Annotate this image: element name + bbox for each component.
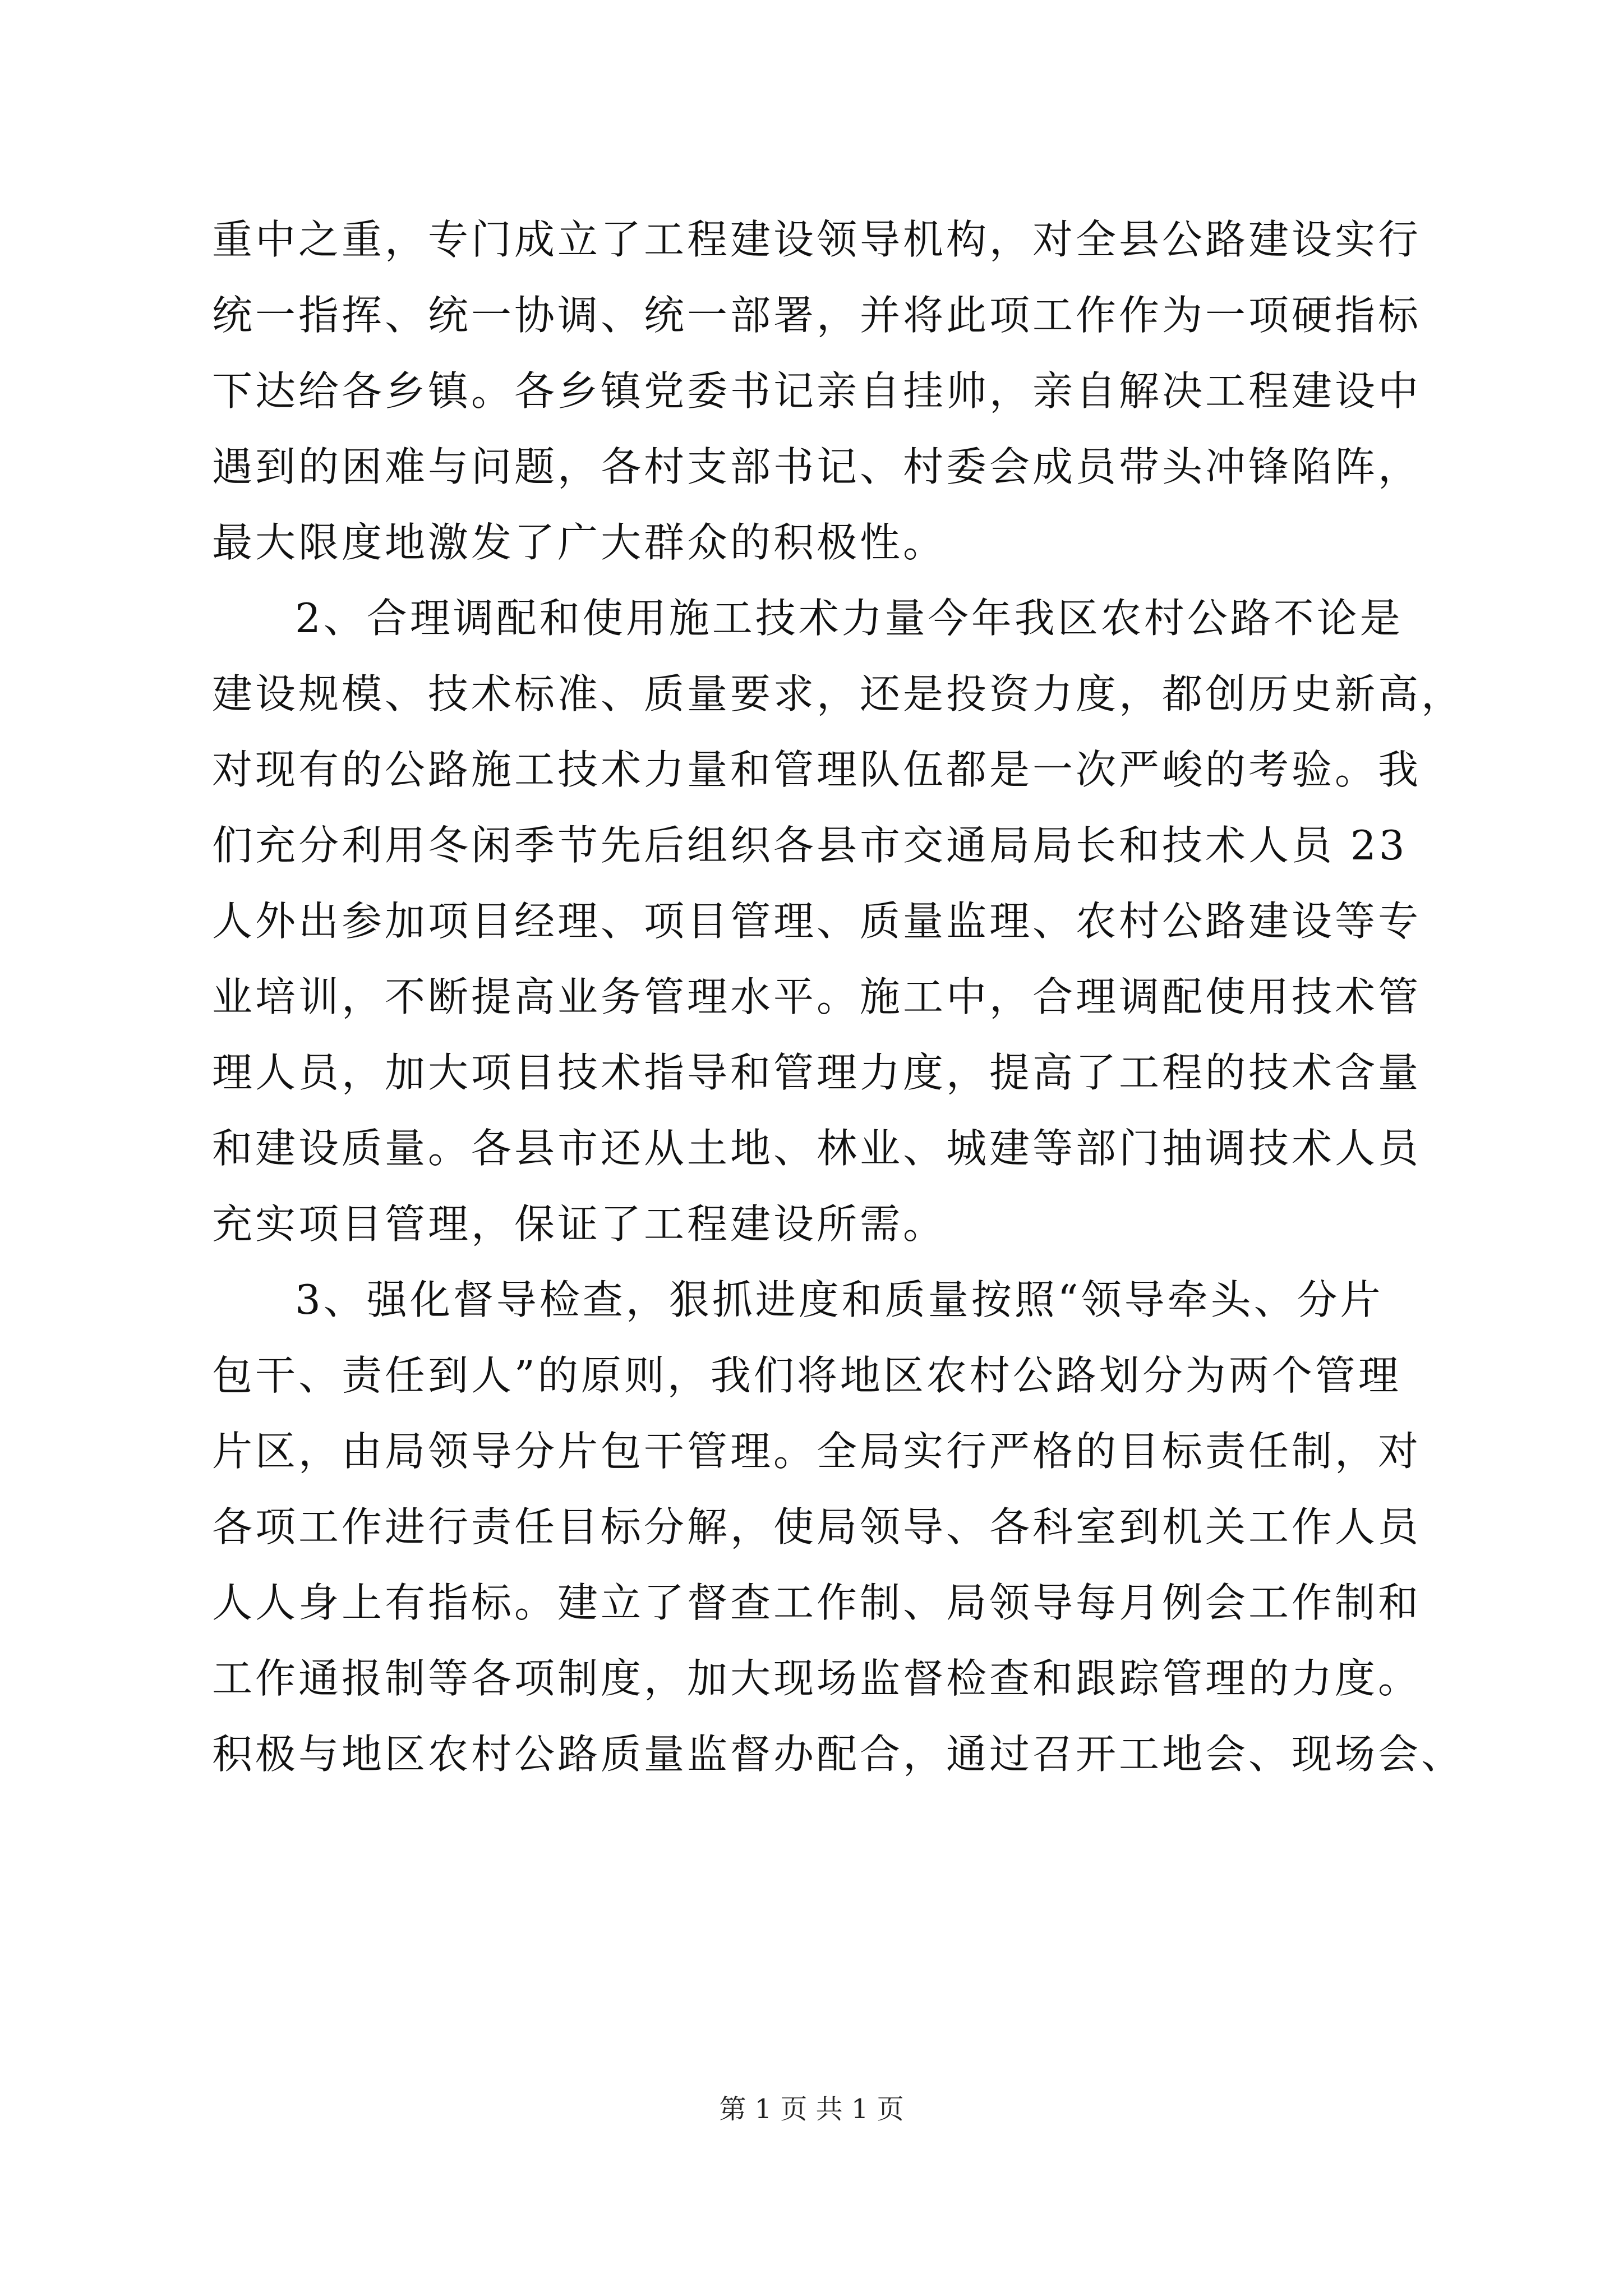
text-line: 们充分利用冬闲季节先后组织各县市交通局局长和技术人员 23 <box>212 822 1408 869</box>
text-line: 片区，由局领导分片包干管理。全局实行严格的目标责任制，对 <box>212 1428 1422 1475</box>
text-line: 和建设质量。各县市还从土地、林业、城建等部门抽调技术人员 <box>212 1125 1422 1172</box>
text-line: 最大限度地激发了广大群众的积极性。 <box>212 519 947 566</box>
text-line: 下达给各乡镇。各乡镇党委书记亲自挂帅，亲自解决工程建设中 <box>212 367 1422 415</box>
paragraph-start-line: 2、合理调配和使用施工技术力量今年我区农村公路不论是 <box>295 595 1403 642</box>
page-footer <box>0 2092 1623 2126</box>
text-line: 工作通报制等各项制度，加大现场监督检查和跟踪管理的力度。 <box>212 1655 1422 1702</box>
text-line: 人人身上有指标。建立了督查工作制、局领导每月例会工作制和 <box>212 1579 1422 1626</box>
text-line: 充实项目管理，保证了工程建设所需。 <box>212 1200 947 1248</box>
text-line: 理人员，加大项目技术指导和管理力度，提高了工程的技术含量 <box>212 1049 1422 1096</box>
text-line: 对现有的公路施工技术力量和管理队伍都是一次严峻的考验。我 <box>212 746 1422 793</box>
text-line: 统一指挥、统一协调、统一部署，并将此项工作作为一项硬指标 <box>212 292 1422 339</box>
text-line: 各项工作进行责任目标分解，使局领导、各科室到机关工作人员 <box>212 1503 1422 1550</box>
page-number: 第 1 页 共 1 页 <box>719 2093 904 2125</box>
text-line: 业培训，不断提高业务管理水平。施工中，合理调配使用技术管 <box>212 973 1422 1020</box>
text-line: 遇到的困难与问题，各村支部书记、村委会成员带头冲锋陷阵， <box>212 443 1422 490</box>
text-line: 包干、责任到人”的原则，我们将地区农村公路划分为两个管理 <box>212 1352 1401 1399</box>
text-line: 积极与地区农村公路质量监督办配合，通过召开工地会、现场会、 <box>212 1731 1465 1778</box>
paragraph-start-line: 3、强化督导检查，狠抓进度和质量按照“领导牵头、分片 <box>295 1276 1384 1323</box>
text-line: 建设规模、技术标准、质量要求，还是投资力度，都创历史新高， <box>212 670 1465 717</box>
document-body <box>212 202 1465 1792</box>
text-line: 重中之重，专门成立了工程建设领导机构，对全县公路建设实行 <box>212 216 1422 263</box>
text-line: 人外出参加项目经理、项目管理、质量监理、农村公路建设等专 <box>212 898 1422 945</box>
